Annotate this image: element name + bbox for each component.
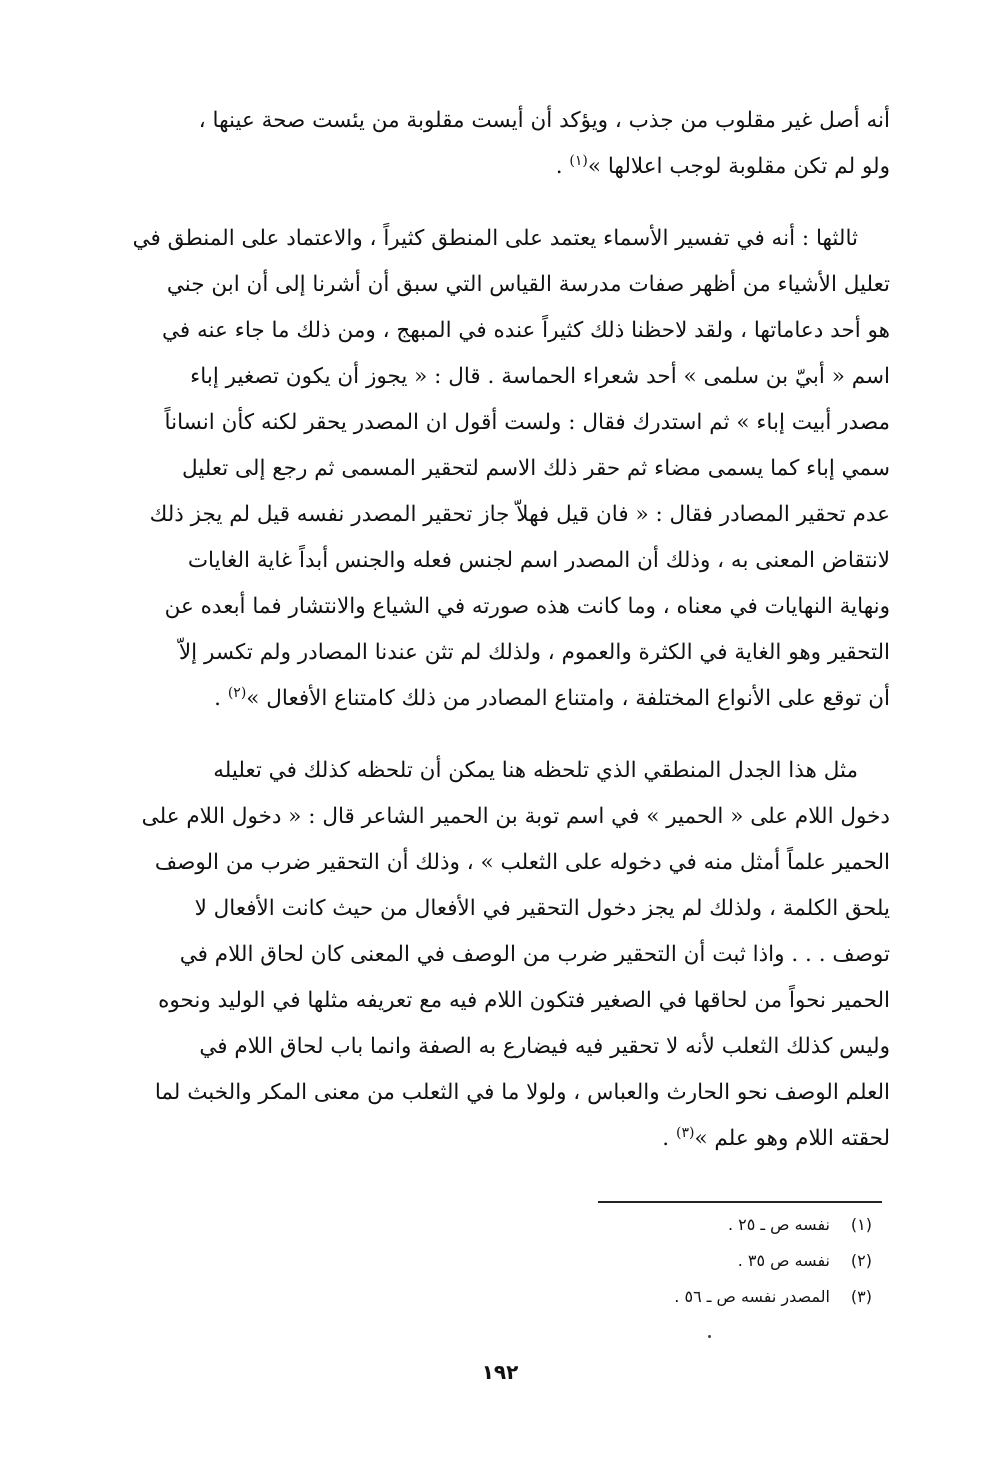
paragraph-3 [141, 748, 890, 1162]
page-number: ١٩٢ [481, 1360, 519, 1384]
footnote-text: نفسه ص ـ ٢٥ . [727, 1215, 830, 1234]
text-line: أنه أصل غير مقلوب من جذب ، ويؤكد أن أيست مقلوبة من يئست صحة عينها ، [198, 108, 890, 133]
text-line: يلحق الكلمة ، ولذلك لم يجز دخول التحقير في الأفعال من حيث كانت الأفعال لا [194, 896, 890, 921]
text-line: الحمير علماً أمثل منه في دخوله على الثعلب » ، وذلك أن التحقير ضرب من الوصف [154, 850, 890, 875]
sentence-end: . [662, 1126, 670, 1151]
footnote-divider [598, 1201, 882, 1203]
text-line: توصف . . . واذا ثبت أن التحقير ضرب من الوصف في المعنى كان لحاق اللام في [179, 942, 890, 967]
footnote-ref-1: (١) [569, 152, 588, 169]
footnote-ref-2: (٢) [227, 684, 247, 701]
text-line: هو أحد دعاماتها ، ولقد لاحظنا ذلك كثيراً عنده في المبهج ، ومن ذلك ما جاء عنه في [162, 318, 890, 343]
paragraph-1 [172, 98, 890, 190]
text-line: سمي إباء كما يسمى مضاء ثم حقر ذلك الاسم لتحقير المسمى ثم رجع إلى تعليل [181, 456, 890, 481]
footnote-2 [560, 1243, 872, 1279]
text-line: العلم الوصف نحو الحارث والعباس ، ولولا ما في الثعلب من معنى المكر والخبث لما [154, 1080, 890, 1105]
text-line: مثل هذا الجدل المنطقي الذي تلحظه هنا يمكن أن تلحظه كذلك في تعليله [213, 758, 858, 783]
text-line: دخول اللام على « الحمير » في اسم توبة بن الحمير الشاعر قال : « دخول اللام على [141, 804, 890, 829]
text-line: لانتقاض المعنى به ، وذلك أن المصدر اسم لجنس فعله والجنس أبداً غاية الغايات [187, 548, 890, 573]
text-line-content: أن توقع على الأنواع المختلفة ، وامتناع المصادر من ذلك كامتناع الأفعال » [246, 686, 890, 711]
sentence-end: . [214, 686, 221, 711]
text-line-last [172, 144, 890, 190]
footnotes [560, 1207, 872, 1315]
text-line-last [172, 1116, 890, 1162]
text-line: اسم « أبيّ بن سلمى » أحد شعراء الحماسة . قال : « يجوز أن يكون تصغير إباء [190, 364, 890, 389]
footnote-1 [560, 1207, 872, 1243]
text-line-last [172, 676, 890, 722]
text-line: تعليل الأشياء من أظهر صفات مدرسة القياس التي سبق أن أشرنا إلى أن ابن جني [166, 272, 890, 297]
footnote-text: نفسه ص ٣٥ . [737, 1251, 830, 1270]
text-line: مصدر أبيت إباء » ثم استدرك فقال : ولست أقول ان المصدر يحقر لكنه كأن انساناً [164, 410, 890, 435]
footnote-number: (٣) [850, 1287, 872, 1306]
paragraph-2 [132, 216, 890, 722]
text-line: عدم تحقير المصادر فقال : « فان قيل فهلاّ جاز تحقير المصدر نفسه قيل لم يجز ذلك [149, 502, 890, 527]
text-line: الحمير نحواً من لحاقها في الصغير فتكون اللام فيه مع تعريفه مثلها في الوليد ونحوه [158, 988, 890, 1013]
text-line: ونهاية النهايات في معناه ، وما كانت هذه صورته في الشياع والانتشار فما أبعده عن [164, 594, 890, 619]
text-line-content: ولو لم تكن مقلوبة لوجب اعلالها » [587, 154, 890, 179]
text-line: وليس كذلك الثعلب لأنه لا تحقير فيه فيضارع به الصفة وانما باب لحاق اللام في [199, 1034, 890, 1059]
text-line: التحقير وهو الغاية في الكثرة والعموم ، ولذلك لم تثن عندنا المصادر ولم تكسر إلاّ [178, 640, 890, 665]
footnote-3 [560, 1279, 872, 1315]
text-line-content: لحقته اللام وهو علم » [694, 1126, 890, 1151]
footnote-ref-3: (٣) [675, 1124, 695, 1141]
footnote-number: (٢) [850, 1251, 872, 1270]
sentence-end: . [555, 154, 563, 179]
text-line: ثالثها : أنه في تفسير الأسماء يعتمد على المنطق كثيراً ، والاعتماد على المنطق في [132, 226, 858, 251]
footnote-number: (١) [850, 1215, 872, 1234]
scan-speck [708, 1335, 711, 1338]
footnote-text: المصدر نفسه ص ـ ٥٦ . [674, 1287, 830, 1306]
